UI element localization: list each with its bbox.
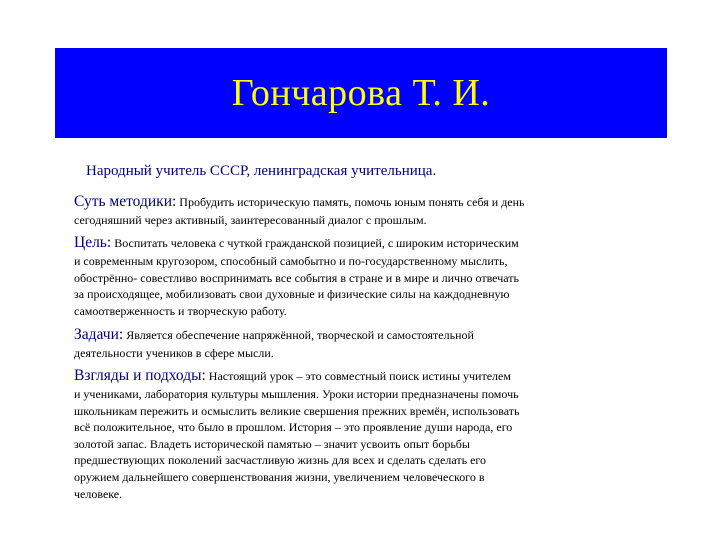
title-band [55,48,667,138]
section-views-line: оружием дальнейшего совершенствования жизни, увеличением человеческого в [74,469,485,484]
section-views [74,366,634,502]
section-tasks-line: деятельности учеников в сфере мысли. [74,346,274,360]
section-goal-line: и современным кругозором, способный самобытно и по-государственному мыслить, [74,254,508,268]
section-goal-line: самоотверженность и творческую работу. [74,303,287,318]
section-method-label: Суть методики: [74,193,177,210]
section-method-line: сегодняшний через активный, заинтересованный диалог с прошлым. [74,213,427,227]
section-goal [74,233,634,319]
section-tasks-first-line [74,325,634,345]
section-views-line: всё положительное, что было в прошлом. История – это проявление души народа, его [74,420,513,435]
section-method [74,192,634,229]
section-method-first-line [74,192,634,212]
section-views-line: и учениками, лаборатория культуры мышления. Уроки истории предназначены помочь [74,387,519,401]
subtitle: Народный учитель СССР, ленинградская учительница. [86,163,437,179]
section-method-line: Пробудить историческую память, помочь юным понять себя и день [179,195,525,209]
section-tasks-line: Является обеспечение напряжённой, творческой и самостоятельной [126,328,474,342]
section-tasks [74,325,634,362]
section-goal-label: Цель: [74,234,112,251]
section-views-line: школьникам пережить и осмыслить великие свершения прежних времён, использовать [74,403,520,418]
section-goal-line: за происходящее, мобилизовать свои духовные и физические силы на каждодневную [74,287,510,302]
section-goal-line: Воспитать человека с чуткой гражданской позицией, с широким историческим [114,236,519,250]
section-views-line: человеке. [74,486,123,501]
section-goal-line: обострённо- совестливо воспринимать все события в стране и в мире и лично отвечать [74,270,519,285]
section-tasks-label: Задачи: [74,326,124,343]
section-views-line: Настоящий урок – это совместный поиск истины учителем [208,369,511,383]
section-goal-first-line [74,233,634,253]
section-views-label: Взгляды и подходы: [74,367,206,384]
section-views-line: золотой запас. Владеть исторической памятью – значит усвоить опыт борьбы [74,436,470,451]
section-views-first-line [74,366,634,386]
slide-title: Гончарова Т. И. [231,72,491,114]
section-views-line: предшествующих поколений засчастливую жизнь для всех и сделать сделать его [74,453,487,468]
